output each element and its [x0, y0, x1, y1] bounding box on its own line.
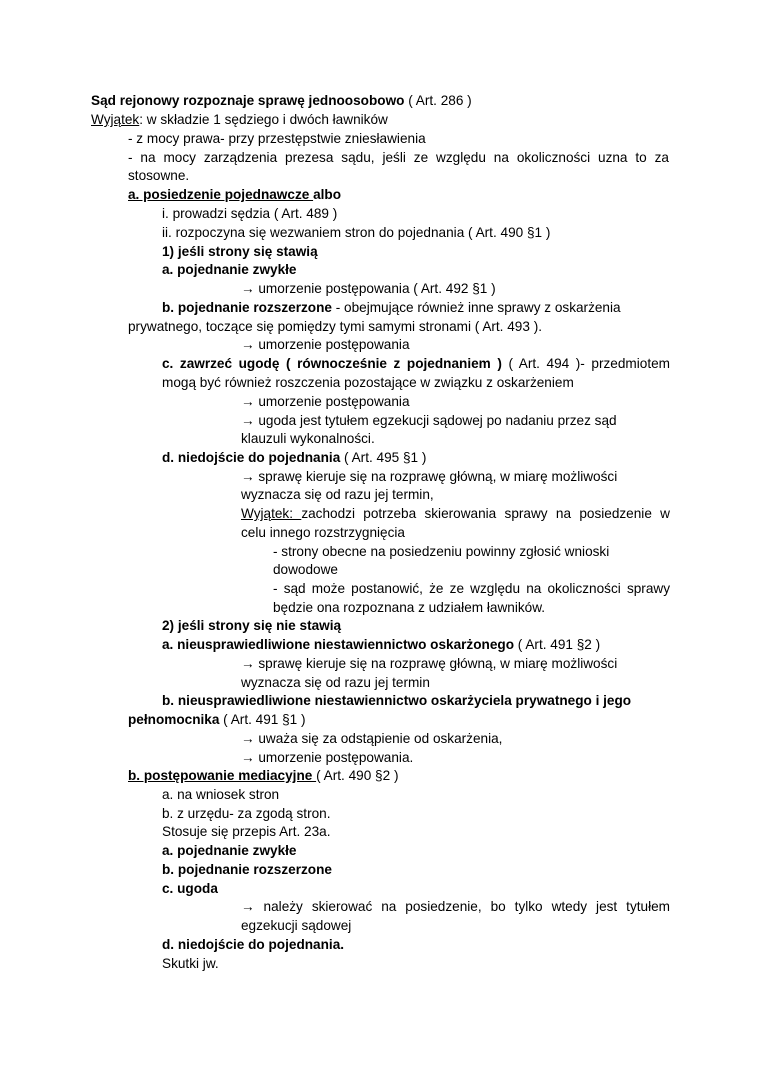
- bold-text: c. ugoda: [162, 881, 218, 896]
- text-line: → umorzenie postępowania: [241, 394, 410, 409]
- bold-text: c. zawrzeć ugodę ( równocześnie z pojednaniem ): [162, 356, 502, 371]
- bold-text: a. nieusprawiedliwione niestawiennictwo oskarżonego: [162, 637, 515, 652]
- bold-line: [162, 842, 296, 861]
- section-title: b. postępowanie mediacyjne: [128, 768, 317, 783]
- bold-line: [162, 692, 631, 711]
- text-line: prywatnego, toczące się pomiędzy tymi samymi stronami ( Art. 493 ).: [128, 319, 542, 334]
- text-line: → sprawę kieruje się na rozprawę główną, w miarę możliwości: [241, 469, 618, 484]
- plain-text: ( Art. 495 §1 ): [340, 450, 427, 465]
- bold-text: b. nieusprawiedliwione niestawiennictwo oskarżyciela prywatnego i jego: [162, 693, 632, 708]
- text-line: → umorzenie postępowania.: [241, 750, 414, 765]
- text-line: → umorzenie postępowania ( Art. 492 §1 ): [241, 281, 496, 296]
- bold-text: 1) jeśli strony się stawią: [162, 244, 318, 259]
- text-line: - na mocy zarządzenia prezesa sądu, jeśli ze względu na okoliczności uzna to za: [128, 150, 669, 165]
- text-line: [128, 711, 306, 730]
- text-line: Stosuje się przepis Art. 23a.: [162, 824, 331, 839]
- plain-text: zachodzi potrzeba skierowania sprawy na posiedzenie w: [301, 506, 671, 521]
- plain-text: ( Art. 494 )- przedmiotem: [501, 356, 670, 371]
- exception-line: [91, 111, 388, 130]
- text-line: [241, 505, 670, 524]
- text-line: [162, 636, 600, 655]
- bold-line: [162, 880, 218, 899]
- bold-text: 2) jeśli strony się nie stawią: [162, 618, 342, 633]
- text-line: wyznacza się od razu jej termin: [241, 675, 430, 690]
- bold-text: b. pojednanie rozszerzone: [162, 862, 332, 877]
- bold-text: b. pojednanie rozszerzone: [162, 300, 332, 315]
- exception-label: Wyjątek: [91, 112, 140, 127]
- text-line: - sąd może postanowić, że ze względu na okoliczności sprawy: [273, 581, 670, 596]
- bold-line: [162, 861, 332, 880]
- text-line: ii. rozpoczyna się wezwaniem stron do pojednania ( Art. 490 §1 ): [162, 225, 551, 240]
- exception-text: : w składzie 1 sędziego i dwóch ławników: [139, 112, 388, 127]
- text-line: [162, 449, 426, 468]
- plain-text: - obejmujące również inne sprawy z oskarżenia: [331, 300, 621, 315]
- section-title: a. posiedzenie pojednawcze: [128, 187, 314, 202]
- article-ref: ( Art. 490 §2 ): [316, 768, 399, 783]
- bold-text: a. pojednanie zwykłe: [162, 843, 297, 858]
- section-heading: [128, 186, 341, 205]
- text-line: → uważa się za odstąpienie od oskarżenia,: [241, 731, 503, 746]
- heading-text: Sąd rejonowy rozpoznaje sprawę jednoosobowo: [91, 93, 405, 108]
- text-line: i. prowadzi sędzia ( Art. 489 ): [162, 206, 338, 221]
- bold-text: d. niedojście do pojednania: [162, 450, 341, 465]
- text-line: dowodowe: [273, 562, 338, 577]
- text-line: [162, 299, 621, 318]
- section-heading: [128, 767, 398, 786]
- section-suffix: albo: [313, 187, 342, 202]
- bold-line: [162, 243, 318, 262]
- heading-line: [91, 92, 472, 111]
- plain-text: ( Art. 491 §2 ): [514, 637, 601, 652]
- bold-line: [162, 936, 344, 955]
- bold-text: a. pojednanie zwykłe: [162, 262, 297, 277]
- text-line: [162, 355, 670, 374]
- bold-line: [162, 261, 296, 280]
- text-line: stosowne.: [128, 168, 190, 183]
- bold-text: d. niedojście do pojednania.: [162, 937, 345, 952]
- text-line: będzie ona rozpoznana z udziałem ławników.: [273, 600, 546, 615]
- text-line: → należy skierować na posiedzenie, bo tylko wtedy jest tytułem: [241, 899, 670, 914]
- text-line: → umorzenie postępowania: [241, 337, 410, 352]
- text-line: → sprawę kieruje się na rozprawę główną, w miarę możliwości: [241, 656, 618, 671]
- exception-label: Wyjątek:: [241, 506, 302, 521]
- bold-text: pełnomocnika: [128, 712, 220, 727]
- plain-text: ( Art. 491 §1 ): [219, 712, 306, 727]
- text-line: mogą być również roszczenia pozostające w związku z oskarżeniem: [162, 375, 574, 390]
- text-line: b. z urzędu- za zgodą stron.: [162, 806, 331, 821]
- text-line: - strony obecne na posiedzeniu powinny zgłosić wnioski: [273, 544, 610, 559]
- text-line: → ugoda jest tytułem egzekucji sądowej po nadaniu przez sąd: [241, 413, 617, 428]
- text-line: celu innego rozstrzygnięcia: [241, 525, 405, 540]
- text-line: a. na wniosek stron: [162, 787, 280, 802]
- article-ref: ( Art. 286 ): [404, 93, 472, 108]
- bold-line: [162, 617, 341, 636]
- text-line: Skutki jw.: [162, 956, 219, 971]
- text-line: klauzuli wykonalności.: [241, 431, 375, 446]
- text-line: - z mocy prawa- przy przestępstwie zniesławienia: [128, 131, 426, 146]
- text-line: egzekucji sądowej: [241, 918, 352, 933]
- text-line: wyznacza się od razu jej termin,: [241, 487, 434, 502]
